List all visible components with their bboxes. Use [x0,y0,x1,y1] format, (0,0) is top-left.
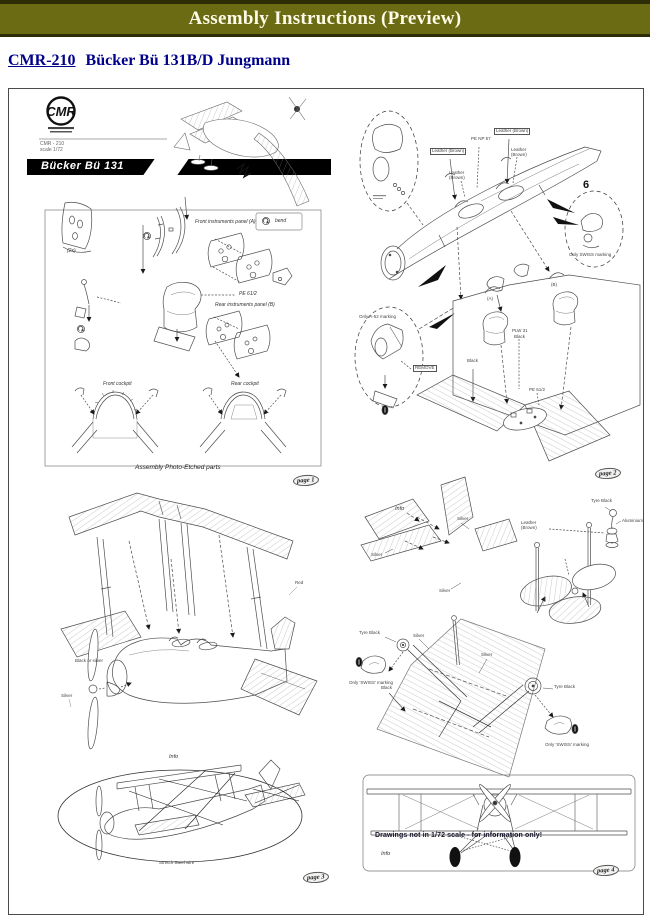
banner-label: Bücker Bü 131 [41,160,124,172]
bend-legend-label: bend [275,218,287,224]
a52-marking-note: Only A-52 marking [359,314,397,319]
seat-part-label-2: PE 61/2 [529,387,546,392]
svg-text:CMR: CMR [46,104,76,119]
gear-tyre-black-label-2: Tyre Black [554,684,576,689]
rear-cockpit-caption: Rear cockpit [231,381,259,387]
page-2-stamp: page 2 [595,467,621,480]
leather-label-1: Leather (Brown) [511,147,527,157]
spinner-colour-label: Silver [61,693,73,698]
front-panel-caption: Front instruments panel (A) [195,219,256,225]
swiss-marking-note-top: Only SWISS marking [569,252,612,257]
kit-number-line: CMR - 210 [40,141,65,147]
black-label-interior: Black [467,358,479,363]
page-3-stamp: page 3 [303,871,329,884]
kit-scale-line: scale 1/72 [40,147,63,153]
page-4-stamp: page 4 [593,864,619,877]
tail-silver-label-2: Silver [371,552,383,557]
seat-part-label: PE 61/2 [239,291,257,297]
stick-aluminium-label: Aluminium [622,518,644,523]
scale-note: Drawings not in 1/72 scale - for information only! [375,832,543,839]
assembly-line-art [9,89,643,914]
instruction-sheet-image [8,88,644,915]
windscreen-a-label: (A) [487,296,493,301]
rigging-info-art [58,760,305,862]
leather-label-2: Leather (Brown) [449,170,465,180]
interior-step-art [355,273,640,461]
rigging-info-label: Info [169,754,179,760]
cmr-logo [39,98,167,140]
exploded-biplane-art [61,493,317,749]
front-view-art [363,775,635,871]
qty-label: (2x) [67,248,76,254]
page-title: Assembly Instructions (Preview) [188,8,462,29]
prop-colour-label: Black or silver [75,658,104,663]
remove-label: REMOVE [415,365,435,370]
kit-name: Bücker Bü 131B/D Jungmann [85,52,291,69]
gear-silver-label-1: Silver [413,633,425,638]
header-bar [0,0,650,37]
stick-tyre-black-label: Tyre Black [591,498,613,503]
front-cockpit-caption: Front cockpit [103,381,132,387]
fuselage-step-art [360,111,623,311]
gear-step-art [356,616,578,777]
tail-silver-label-3: Silver [439,588,451,593]
stick-leather-label: Leather (Brown) [521,520,537,530]
leather-boxed-label-2: Leather (Brown) [496,128,529,133]
swiss-marking-note-right: Only 'SWISS' marking [545,742,589,747]
leather-boxed-label-1: Leather (Brown) [432,148,465,153]
wingtip-red-label: Red [295,580,304,585]
pe-box-art [45,197,321,466]
step-number-6: 6 [583,179,590,191]
kit-title [8,52,290,70]
kit-number-link[interactable]: CMR-210 [8,52,76,69]
pe-np-label: PE NP 57 [471,136,491,141]
boxart-sketch [174,97,309,206]
scale-info-label: Info [381,851,391,857]
tail-silver-label-1: Silver [457,516,469,521]
pe-box-caption: Assembly Photo-Etched parts [135,464,221,471]
tail-info-label: Info [395,506,405,512]
gear-tyre-black-label-1: Tyre Black [359,630,381,635]
windscreen-b-label: (B) [551,282,557,287]
swiss-marking-note-left: Only 'SWISS' marking [349,680,393,685]
rigging-wire-note: Stretch Steel wire [159,860,195,865]
gear-silver-label-2: Silver [481,652,493,657]
plw-black-label: Black [514,334,526,339]
tail-step-art [361,477,517,589]
rear-panel-caption: Rear instruments panel (B) [215,302,275,308]
page-1-stamp: page 1 [293,474,319,487]
plw-part-label: PLW 31 [512,328,528,333]
gear-black-label: Black [381,685,393,690]
